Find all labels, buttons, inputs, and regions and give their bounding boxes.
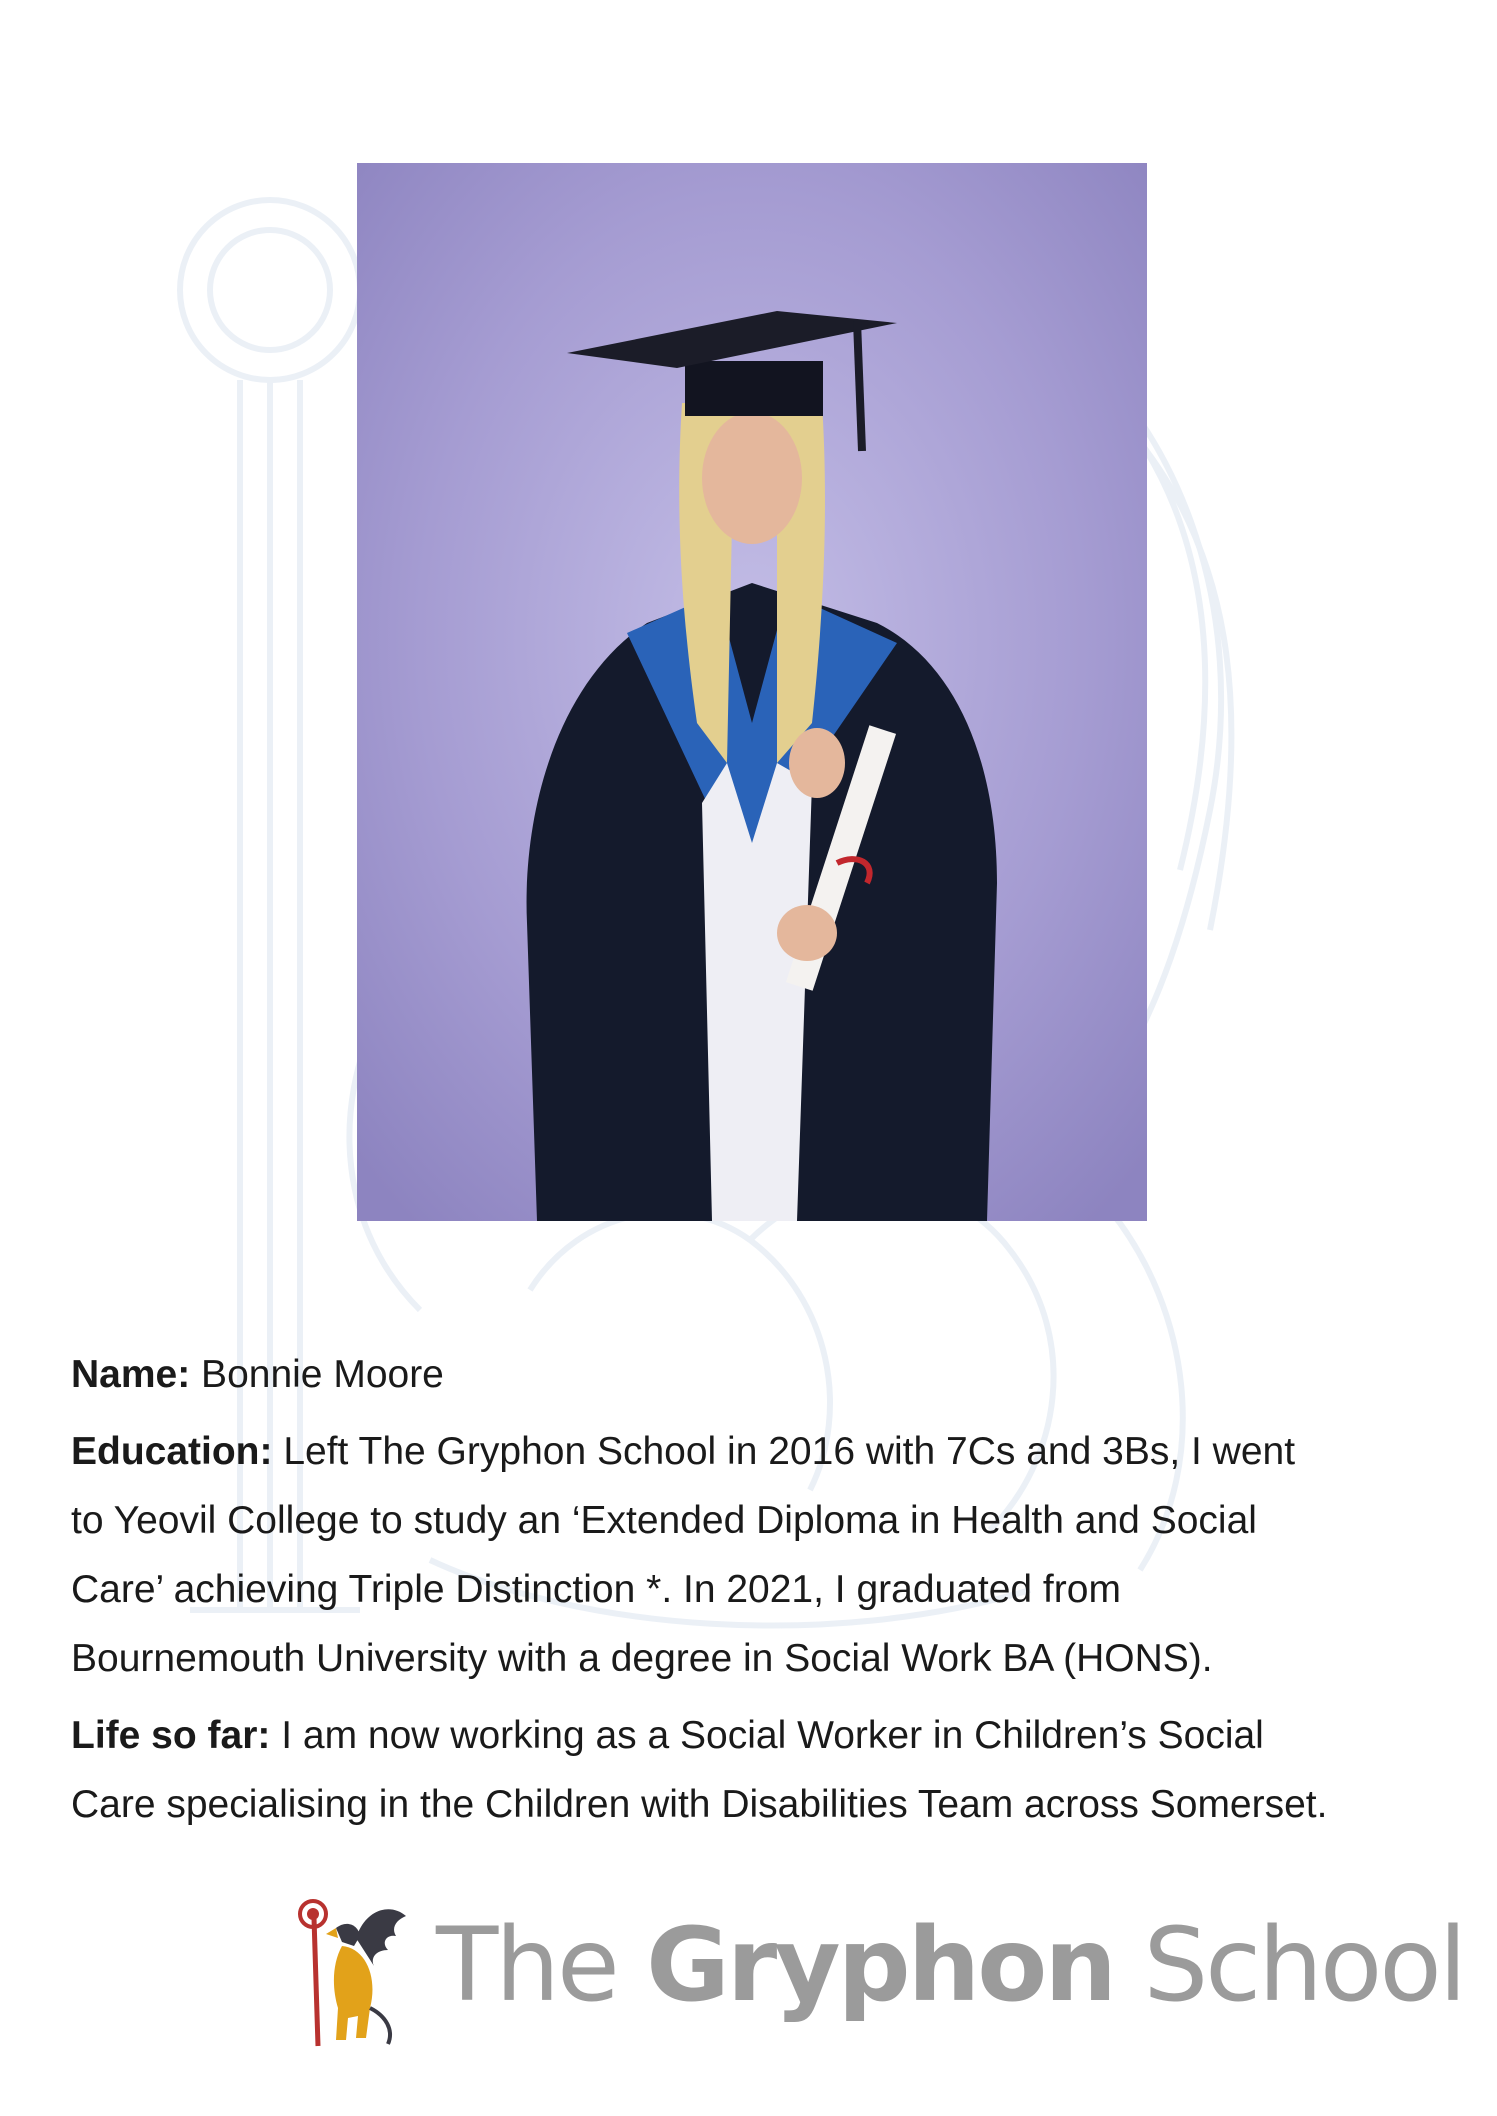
education-line-1: Left The Gryphon School in 2016 with 7Cs and 3Bs, I went bbox=[272, 1430, 1296, 1473]
life-label: Life so far: bbox=[71, 1714, 271, 1757]
education-label: Education: bbox=[71, 1430, 273, 1473]
education-line-4: Bournemouth University with a degree in Social Work BA (HONS). bbox=[71, 1637, 1213, 1680]
wordmark-gryphon: Gryphon bbox=[646, 1906, 1114, 2025]
name-value: Bonnie Moore bbox=[190, 1353, 444, 1396]
graduate-portrait-image bbox=[357, 163, 1147, 1221]
life-line-1: I am now working as a Social Worker in Children’s Social bbox=[270, 1714, 1264, 1757]
school-logo bbox=[296, 1898, 1465, 2048]
education-line-3: Care’ achieving Triple Distinction *. In 2021, I graduated from bbox=[71, 1568, 1121, 1611]
education-paragraph bbox=[71, 1417, 1431, 1693]
education-line-2: to Yeovil College to study an ‘Extended Diploma in Health and Social bbox=[71, 1499, 1257, 1542]
name-line bbox=[71, 1340, 1431, 1409]
wordmark-school: School bbox=[1143, 1906, 1465, 2025]
gryphon-crest-icon bbox=[296, 1898, 416, 2048]
graduation-photo bbox=[357, 163, 1147, 1221]
profile-text bbox=[71, 1340, 1431, 1839]
life-paragraph bbox=[71, 1701, 1431, 1839]
school-wordmark bbox=[436, 1906, 1464, 2026]
life-line-2: Care specialising in the Children with Disabilities Team across Somerset. bbox=[71, 1783, 1328, 1826]
name-label: Name: bbox=[71, 1353, 191, 1396]
wordmark-the: The bbox=[436, 1906, 617, 2025]
